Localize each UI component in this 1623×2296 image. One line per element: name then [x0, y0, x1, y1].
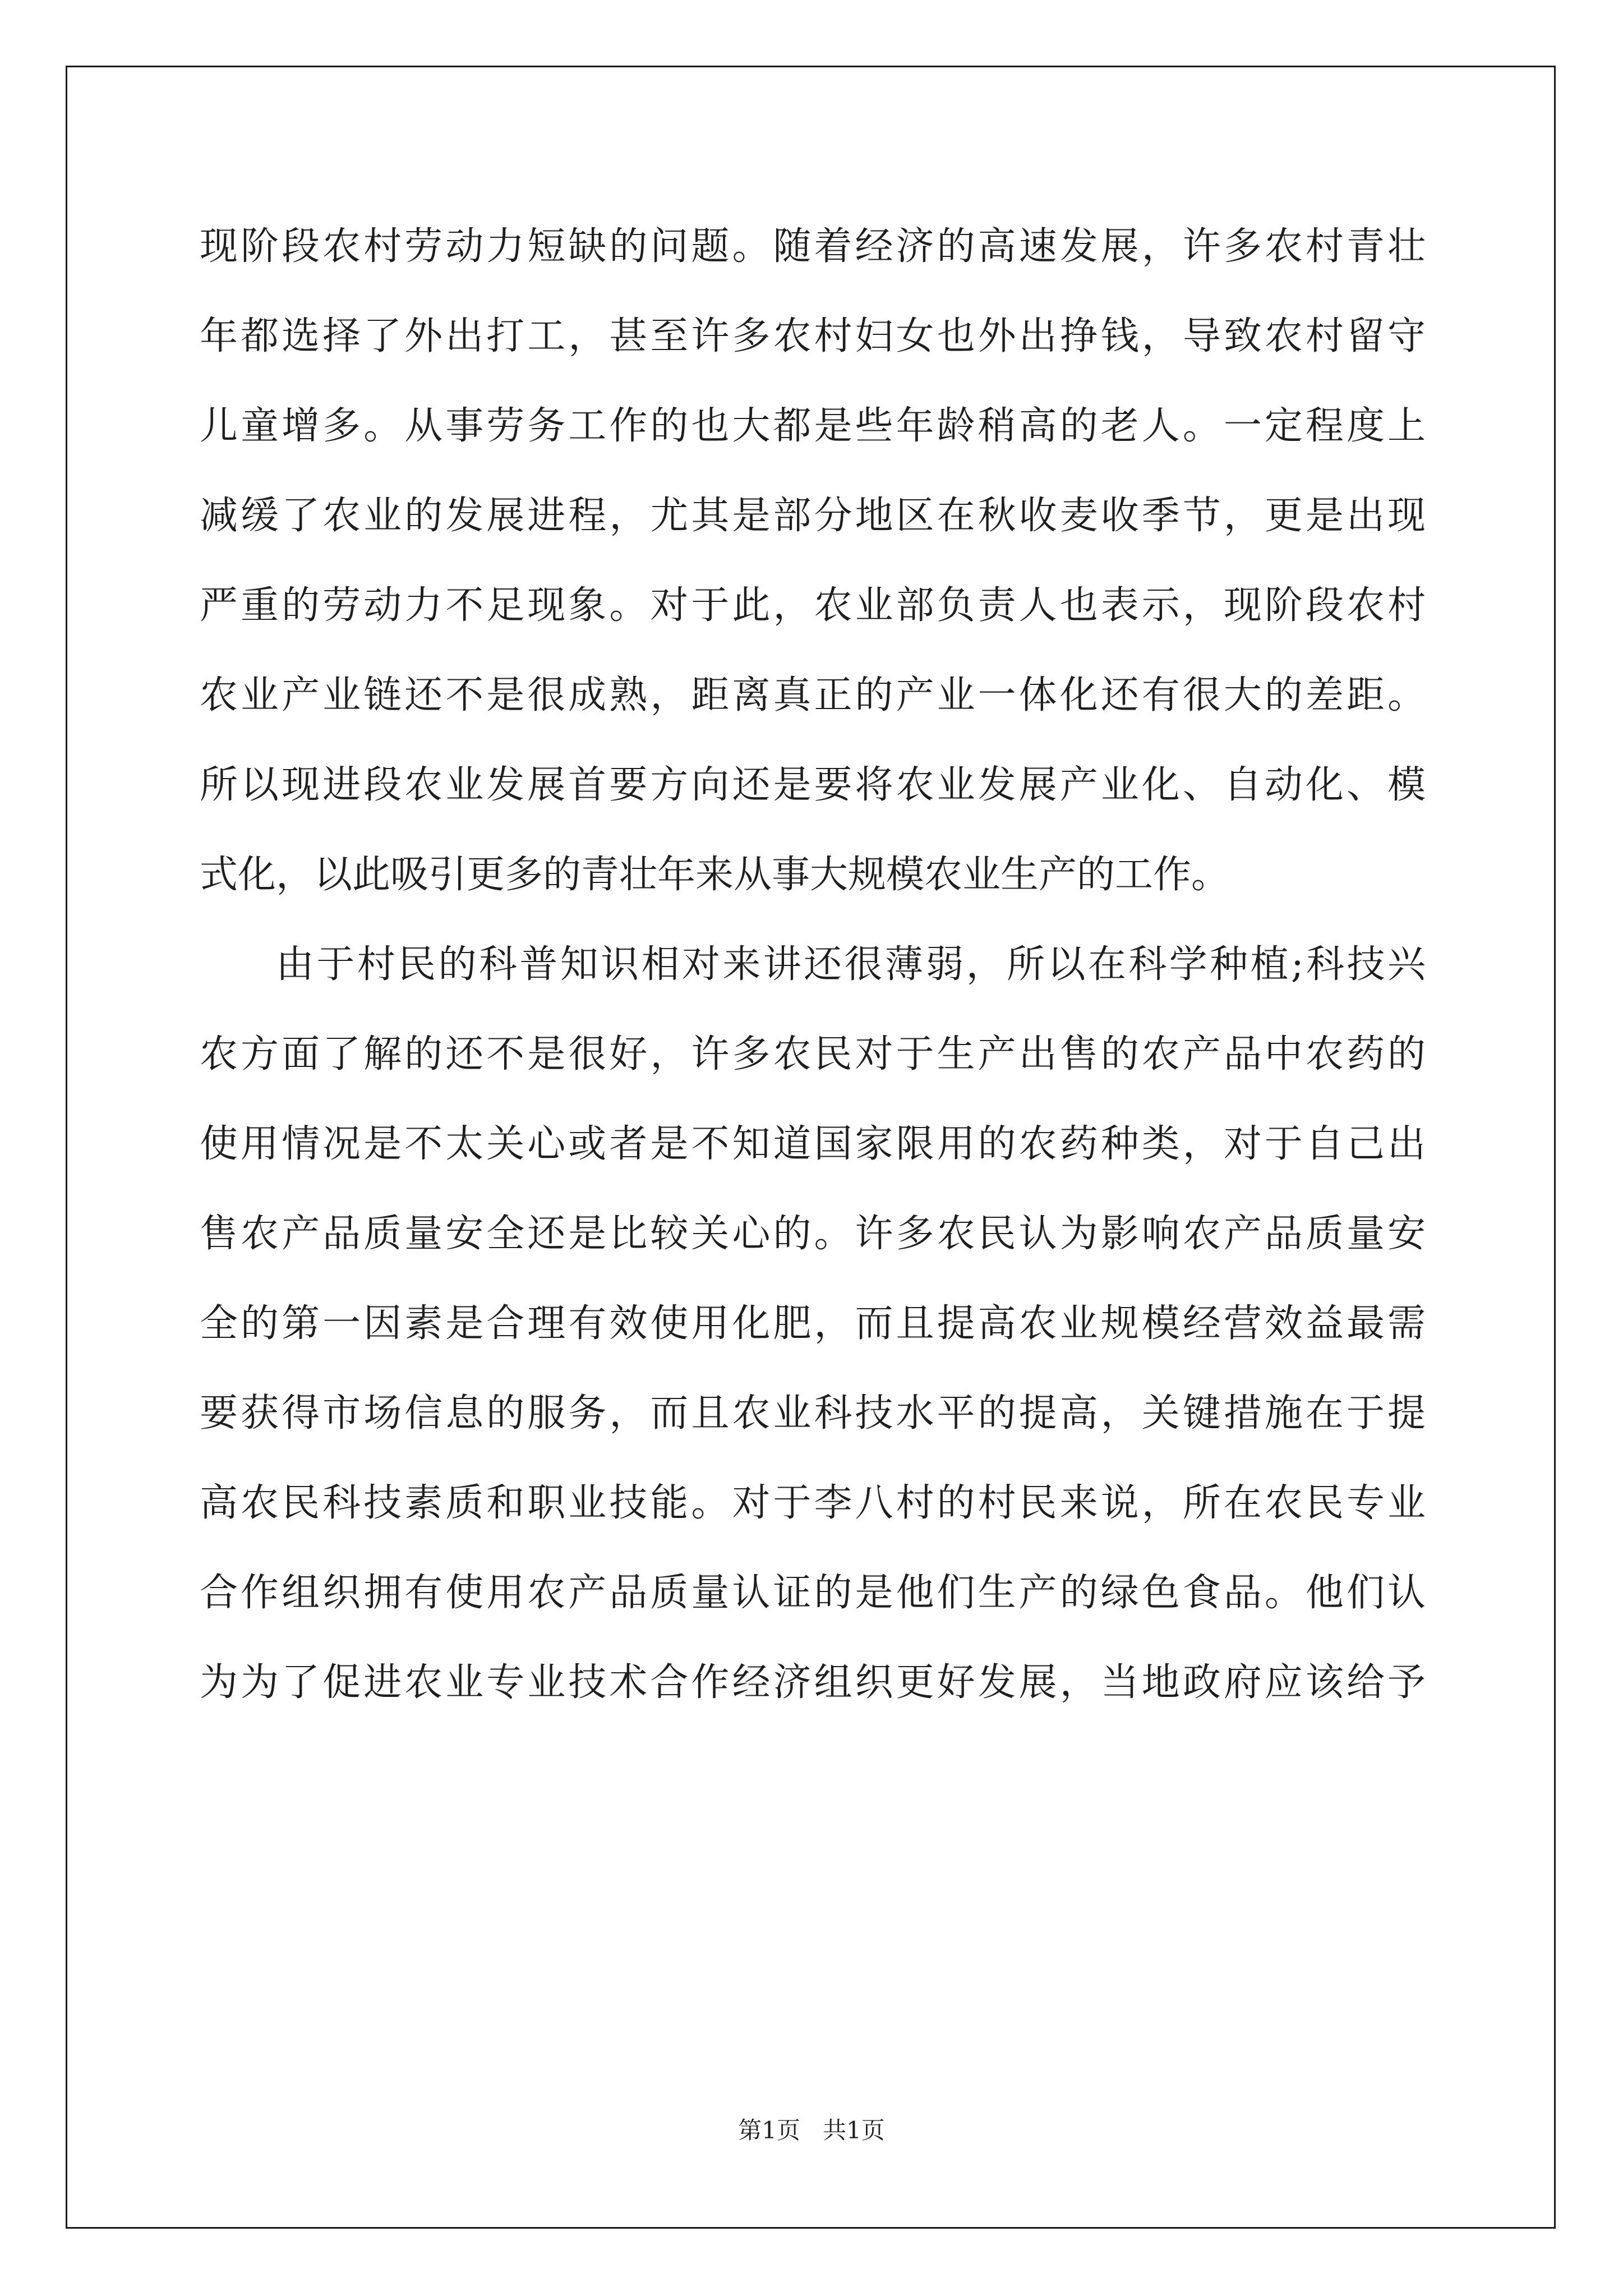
text-line: 农方面了解的还不是很好，许多农民对于生产出售的农产品中农药的 [200, 1032, 1426, 1076]
text-line: 合作组织拥有使用农产品质量认证的是他们生产的绿色食品。他们认 [200, 1571, 1426, 1615]
text-line: 为为了促进农业专业技术合作经济组织更好发展，当地政府应该给予 [200, 1660, 1426, 1705]
text-line: 所以现进段农业发展首要方向还是要将农业发展产业化、自动化、模 [200, 763, 1426, 807]
document-body [200, 202, 1426, 1728]
text-line: 年都选择了外出打工，甚至许多农村妇女也外出挣钱，导致农村留守 [200, 314, 1426, 358]
text-line: 使用情况是不太关心或者是不知道国家限用的农药种类，对于自己出 [200, 1122, 1426, 1166]
text-line: 高农民科技素质和职业技能。对于李八村的村民来说，所在农民专业 [200, 1481, 1426, 1525]
page-number-footer: 第1页 共1页 [738, 2116, 885, 2144]
text-line: 式化，以此吸引更多的青壮年来从事大规模农业生产的工作。 [200, 853, 1230, 897]
text-line: 现阶段农村劳动力短缺的问题。随着经济的高速发展，许多农村青壮 [200, 224, 1426, 269]
text-line: 全的第一因素是合理有效使用化肥，而且提高农业规模经营效益最需 [200, 1301, 1426, 1346]
text-line: 要获得市场信息的服务，而且农业科技水平的提高，关键措施在于提 [200, 1391, 1426, 1435]
text-line: 售农产品质量安全还是比较关心的。许多农民认为影响农产品质量安 [200, 1212, 1426, 1256]
text-line: 儿童增多。从事劳务工作的也大都是些年龄稍高的老人。一定程度上 [200, 404, 1426, 448]
text-line: 由于村民的科普知识相对来讲还很薄弱，所以在科学种植;科技兴 [276, 942, 1426, 987]
text-line: 农业产业链还不是很成熟，距离真正的产业一体化还有很大的差距。 [200, 673, 1426, 717]
text-line: 减缓了农业的发展进程，尤其是部分地区在秋收麦收季节，更是出现 [200, 494, 1426, 538]
text-line: 严重的劳动力不足现象。对于此，农业部负责人也表示，现阶段农村 [200, 583, 1426, 628]
